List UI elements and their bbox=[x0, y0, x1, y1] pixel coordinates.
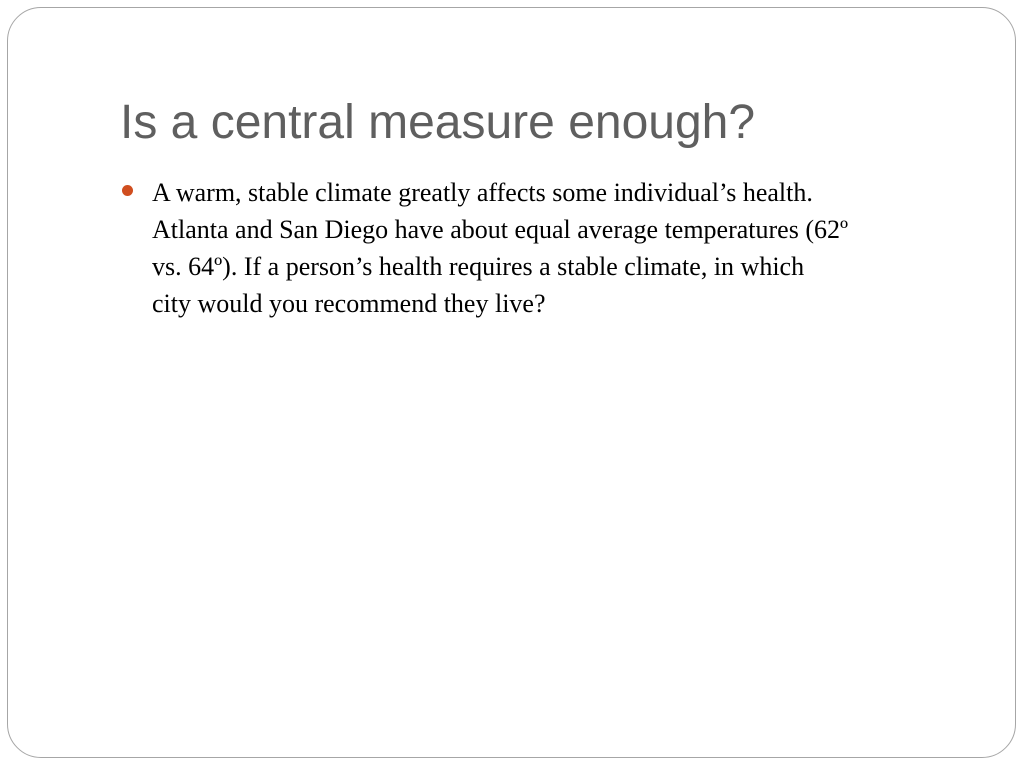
bullet-text-line: A warm, stable climate greatly affects some individual’s health. bbox=[152, 178, 813, 207]
slide-title: Is a central measure enough? bbox=[120, 96, 756, 149]
bullet-list bbox=[122, 174, 962, 322]
circle-bullet-icon bbox=[122, 185, 133, 196]
bullet-text-line: vs. 64º). If a person’s health requires a stable climate, in which bbox=[152, 252, 805, 281]
bullet-text-line: Atlanta and San Diego have about equal average temperatures (62º bbox=[152, 215, 849, 244]
slide-frame bbox=[7, 7, 1016, 758]
bullet-text-line: city would you recommend they live? bbox=[152, 289, 546, 318]
bullet-item bbox=[122, 174, 962, 322]
